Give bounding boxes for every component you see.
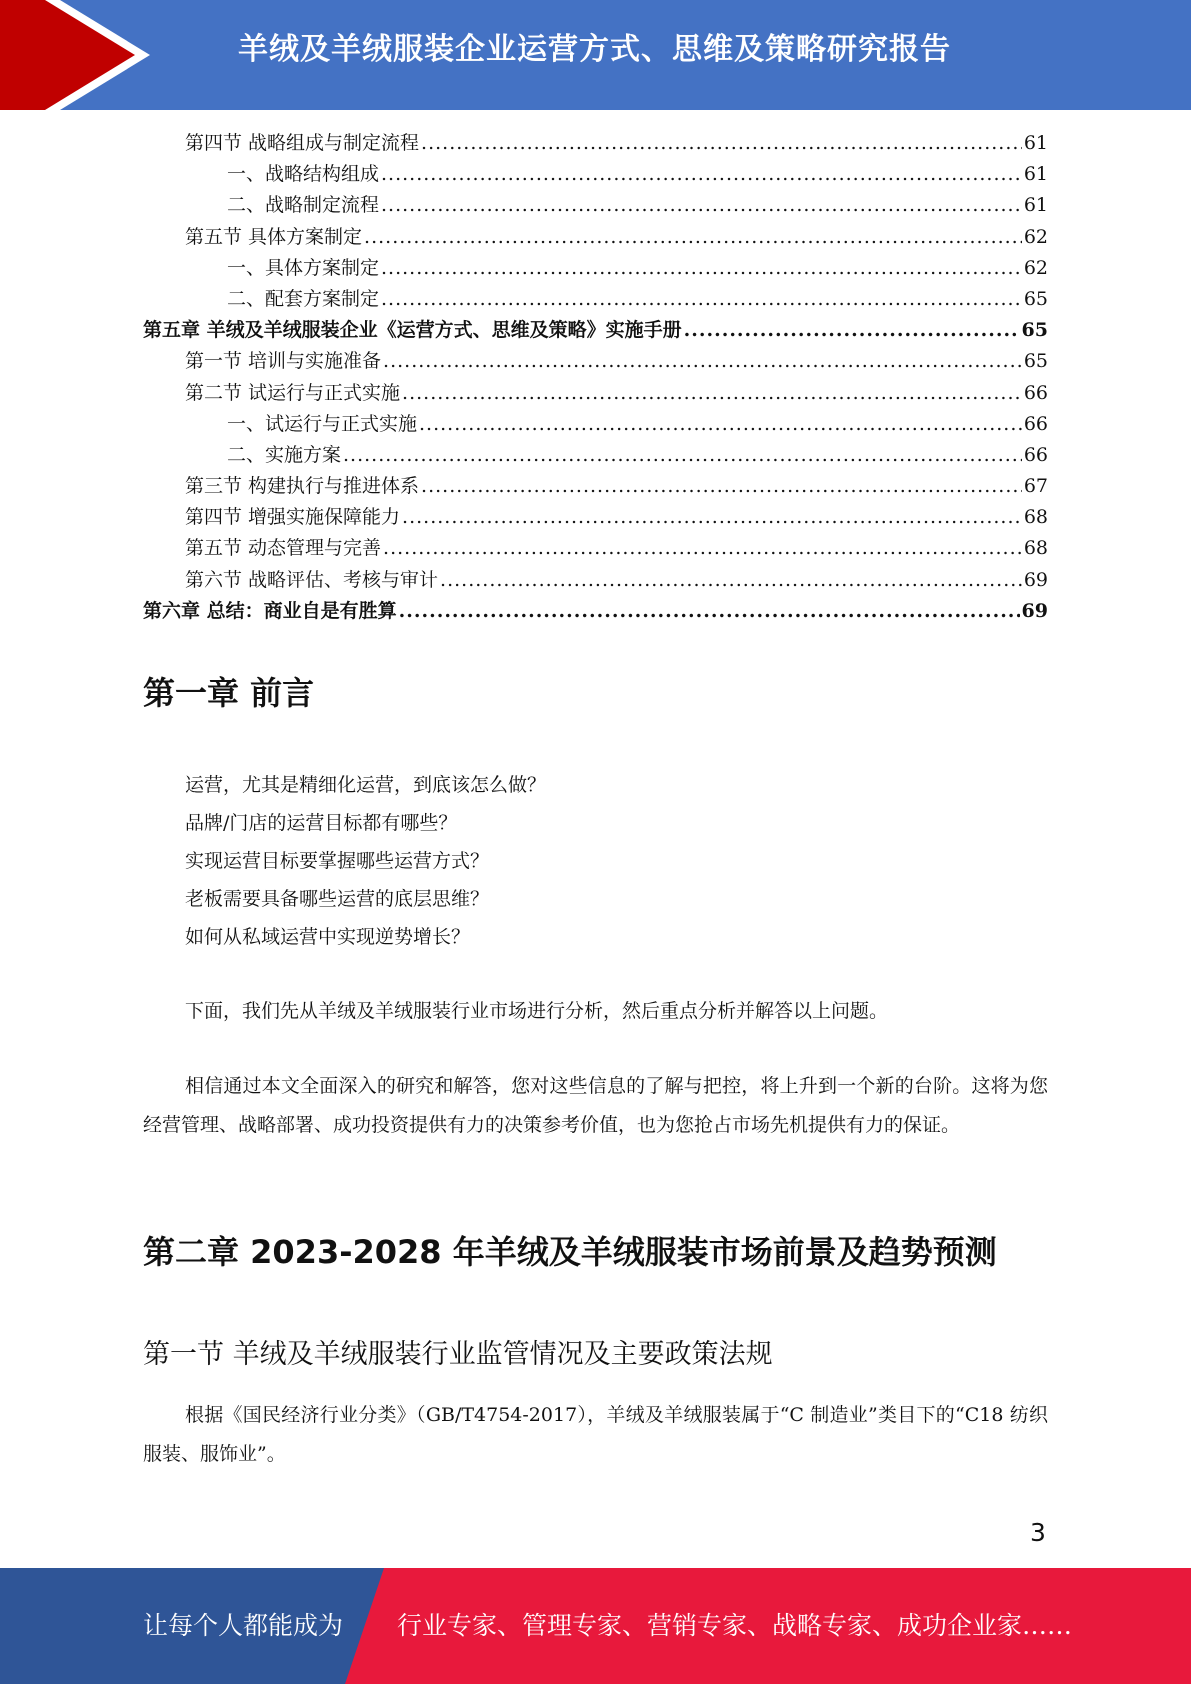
question-1: 运营，尤其是精细化运营，到底该怎么做？ — [185, 774, 547, 796]
intro-paragraph-1: 下面，我们先从羊绒及羊绒服装行业市场进行分析，然后重点分析并解答以上问题。 — [185, 1000, 889, 1022]
toc-dot-leader — [421, 128, 1022, 159]
toc-entry-page: 68 — [1023, 537, 1048, 560]
toc-dot-leader — [402, 378, 1022, 409]
toc-entry[interactable] — [143, 378, 1048, 409]
toc-entry-title: 第五节 具体方案制定 — [185, 225, 363, 248]
toc-entry-title: 第四节 战略组成与制定流程 — [185, 132, 420, 154]
toc-entry-page: 62 — [1023, 256, 1048, 279]
toc-entry-title: 第五节 动态管理与完善 — [185, 537, 382, 560]
toc-entry[interactable] — [143, 128, 1048, 159]
chapter1-heading: 第一章 前言 — [143, 674, 315, 712]
toc-entry[interactable] — [143, 346, 1048, 377]
toc-entry[interactable] — [143, 315, 1048, 346]
toc-dot-leader — [381, 159, 1022, 190]
report-title: 羊绒及羊绒服装企业运营方式、思维及策略研究报告 — [238, 32, 951, 67]
toc-dot-leader — [684, 315, 1020, 346]
footer-slogan-right: 行业专家、管理专家、营销专家、战略专家、成功企业家…… — [397, 1611, 1073, 1640]
toc-entry[interactable] — [143, 471, 1048, 502]
toc-entry-page: 69 — [1021, 599, 1048, 622]
toc-entry-title: 第四节 增强实施保障能力 — [185, 506, 401, 529]
toc-dot-leader — [381, 284, 1022, 315]
table-of-contents — [143, 128, 1048, 627]
toc-dot-leader — [419, 409, 1022, 440]
toc-entry-title: 第五章 羊绒及羊绒服装企业《运营方式、思维及策略》实施手册 — [143, 319, 682, 342]
page-footer — [0, 1568, 1191, 1684]
toc-entry[interactable] — [143, 190, 1048, 221]
toc-entry[interactable] — [143, 565, 1048, 596]
toc-entry-title: 二、战略制定流程 — [227, 194, 380, 217]
footer-slogan-left: 让每个人都能成为 — [143, 1611, 344, 1640]
toc-dot-leader — [383, 346, 1022, 377]
intro-paragraph-2: 相信通过本文全面深入的研究和解答，您对这些信息的了解与把控，将上升到一个新的台阶。这将为您经营管理、战略部署、成功投资提供有力的决策参考价值，也为您抢占市场先机提供有力的保证。 — [143, 1075, 1048, 1136]
toc-dot-leader — [364, 222, 1022, 253]
toc-entry-page: 62 — [1023, 225, 1048, 248]
toc-dot-leader — [343, 440, 1022, 471]
question-5: 如何从私域运营中实现逆势增长？ — [185, 926, 471, 948]
page-number: 3 — [1030, 1518, 1046, 1547]
chapter2-heading: 第二章 2023-2028 年羊绒及羊绒服装市场前景及趋势预测 — [143, 1233, 997, 1271]
toc-entry-title: 二、配套方案制定 — [227, 287, 380, 310]
toc-dot-leader — [381, 190, 1022, 221]
toc-entry-page: 65 — [1023, 350, 1048, 373]
toc-entry-page: 68 — [1023, 506, 1048, 529]
toc-dot-leader — [383, 533, 1022, 564]
toc-entry-page: 61 — [1023, 132, 1048, 154]
toc-entry-title: 第六章 总结：商业自是有胜算 — [143, 599, 397, 622]
toc-entry-title: 第一节 培训与实施准备 — [185, 350, 382, 373]
question-3: 实现运营目标要掌握哪些运营方式？ — [185, 850, 490, 872]
toc-entry-title: 一、具体方案制定 — [227, 256, 380, 279]
question-4: 老板需要具备哪些运营的底层思维？ — [185, 888, 490, 910]
toc-entry-page: 69 — [1023, 568, 1048, 591]
toc-dot-leader — [402, 502, 1022, 533]
toc-entry[interactable] — [143, 253, 1048, 284]
toc-entry-page: 65 — [1021, 319, 1048, 342]
toc-entry-title: 一、战略结构组成 — [227, 163, 380, 186]
section1-heading: 第一节 羊绒及羊绒服装行业监管情况及主要政策法规 — [143, 1339, 773, 1370]
toc-entry[interactable] — [143, 596, 1048, 627]
toc-entry[interactable] — [143, 159, 1048, 190]
toc-entry-title: 第六节 战略评估、考核与审计 — [185, 568, 439, 591]
toc-entry-page: 66 — [1023, 412, 1048, 435]
toc-entry-page: 66 — [1023, 381, 1048, 404]
toc-entry-title: 第三节 构建执行与推进体系 — [185, 475, 420, 498]
toc-dot-leader — [381, 253, 1022, 284]
toc-entry-title: 二、实施方案 — [227, 443, 342, 466]
toc-entry[interactable] — [143, 440, 1048, 471]
section1-paragraph: 根据《国民经济行业分类》（GB/T4754-2017），羊绒及羊绒服装属于“C 制造业”类目下的“C18 纺织服装、服饰业”。 — [143, 1404, 1048, 1465]
toc-entry-page: 61 — [1023, 163, 1048, 186]
toc-entry-page: 66 — [1023, 443, 1048, 466]
toc-entry-page: 65 — [1023, 287, 1048, 310]
toc-entry-page: 61 — [1023, 194, 1048, 217]
toc-entry[interactable] — [143, 533, 1048, 564]
toc-dot-leader — [440, 565, 1022, 596]
question-2: 品牌/门店的运营目标都有哪些？ — [185, 812, 458, 834]
toc-entry[interactable] — [143, 502, 1048, 533]
page-header — [0, 0, 1191, 110]
toc-entry-title: 一、试运行与正式实施 — [227, 412, 418, 435]
toc-dot-leader — [421, 471, 1022, 502]
toc-dot-leader — [399, 596, 1020, 627]
toc-entry[interactable] — [143, 222, 1048, 253]
toc-entry-page: 67 — [1023, 475, 1048, 498]
toc-entry[interactable] — [143, 409, 1048, 440]
toc-entry[interactable] — [143, 284, 1048, 315]
toc-entry-title: 第二节 试运行与正式实施 — [185, 381, 401, 404]
